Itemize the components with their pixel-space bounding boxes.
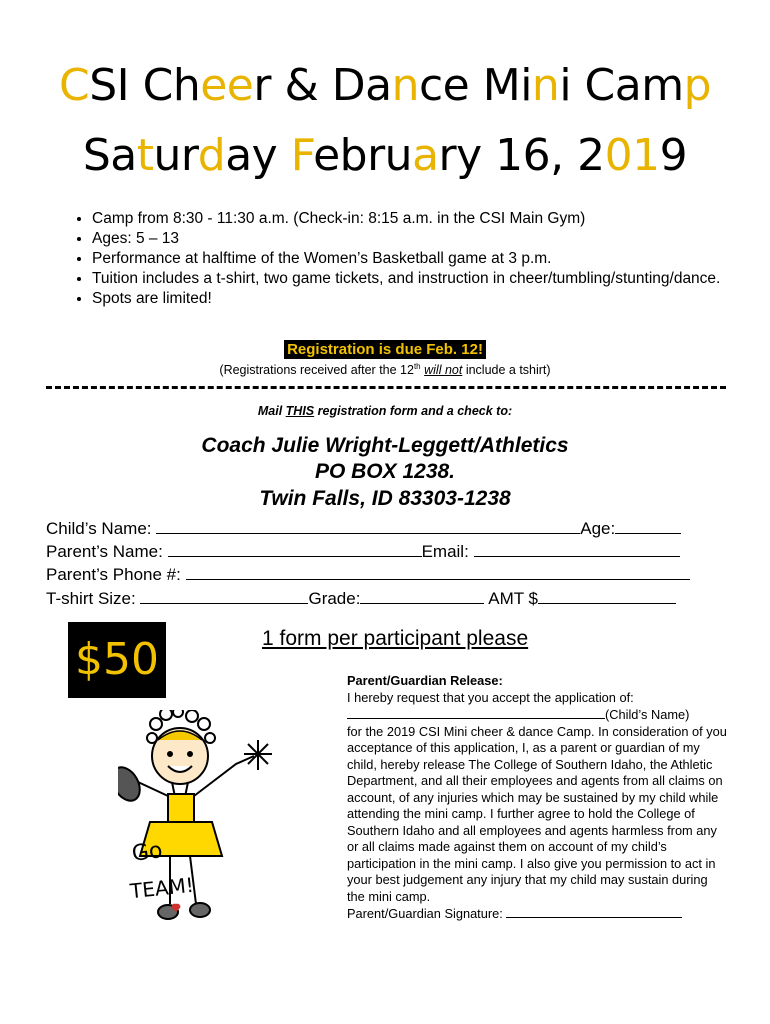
child-name-row [46,516,681,540]
one-form-note: 1 form per participant please [262,627,529,650]
price-badge: $50 [68,622,166,698]
release-section [347,673,727,923]
bullet-performance: • Performance at halftime of the Women’s Basketball game at 3 p.m. [92,249,732,269]
parent-name-label: Parent’s Name: [46,542,168,561]
t1-segment: ee [200,60,254,111]
mail-prefix: Mail [257,404,286,418]
signature-label: Parent/Guardian Signature: [347,906,507,921]
grade-label: Grade: [308,589,361,608]
registration-note [0,362,770,377]
address-line-2: PO BOX 1238. [314,460,456,483]
t2-segment: Sa [82,130,137,181]
t1-segment: n [391,60,419,111]
age-field[interactable] [615,516,681,534]
parent-phone-row [46,562,690,586]
cut-line-divider [46,386,726,392]
info-bullet-list [68,209,732,309]
team-text: TEAM! [128,872,195,904]
t2-segment: 01 [604,130,660,181]
grade-field[interactable] [360,586,484,604]
release-body: for the 2019 CSI Mini cheer & dance Camp. In consideration of you acceptance of this application, I, as a parent or guardian of my child, hereby release The College of Southern Idaho, the Athletic Department, and all their employees and agents from all claims on account, of any injuries which may be sustained by my child while attending the mini camp. I further agree to hold the College of Southern Idaho and all employees and agents harmless from any or all claims made against them on account of my child’s participation in the mini camp. I also give you permission to act in your best judgement any injury that my child may sustain during the mini camp. [347,723,727,904]
parent-phone-field[interactable] [186,562,690,580]
tshirt-size-label: T-shirt Size: [46,589,141,608]
mail-instruction [0,404,770,418]
t2-segment: a [412,130,439,181]
t2-segment: t [136,130,154,181]
t1-segment: n [531,60,560,111]
parent-name-row [46,539,680,563]
release-child-name-field[interactable] [347,706,605,719]
bullet-ages: • Ages: 5 – 13 [92,229,732,249]
amt-label: AMT $ [484,589,538,608]
mail-suffix: registration form and a check to: [314,404,513,418]
t2-segment: ebru [313,130,413,181]
t1-segment: C [58,60,90,111]
registration-note-a: (Registrations received after the 12 [219,363,414,378]
title-line-1 [0,58,770,114]
address-line-3: Twin Falls, ID 83303-1238 [259,487,511,510]
registration-due-text: Registration is due Feb. 12! [284,340,486,359]
t2-segment: ay [225,130,291,181]
go-text: Go [130,837,165,868]
t1-segment: ce Mi [418,60,532,111]
t2-segment: d [197,130,226,181]
child-name-field[interactable] [156,516,580,534]
tshirt-size-field[interactable] [140,586,308,604]
bullet-camp-time: • Camp from 8:30 - 11:30 a.m. (Check-in: 8:15 a.m. in the CSI Main Gym) [92,209,732,229]
bullet-tuition: • Tuition includes a t-shirt, two game tickets, and instruction in cheer/tumbling/stunting/dance. [92,269,732,289]
title-line-2 [0,128,770,184]
tshirt-row [46,586,676,610]
child-name-label: Child’s Name: [46,519,157,538]
t1-segment: i Cam [559,60,684,111]
signature-field[interactable] [506,905,682,918]
mail-emphasis: THIS [285,404,315,418]
parent-phone-label: Parent’s Phone #: [46,565,186,584]
amt-field[interactable] [538,586,676,604]
release-heading: Parent/Guardian Release: [347,673,503,688]
t1-segment: p [683,60,712,111]
email-label: Email: [421,542,474,561]
email-field[interactable] [474,539,680,557]
registration-note-emphasis: will not [424,363,463,378]
t2-segment: 9 [659,130,688,181]
parent-name-field[interactable] [168,539,422,557]
t2-segment: F [290,130,314,181]
t2-segment: ur [153,130,198,181]
registration-note-c: include a tshirt) [465,363,551,378]
release-child-name-label: (Child’s Name) [605,707,690,722]
release-intro: I hereby request that you accept the application of: [347,689,634,705]
bullet-spots: • Spots are limited! [92,289,732,309]
age-label: Age: [580,519,616,538]
address-line-1: Coach Julie Wright-Leggett/Athletics [201,434,569,457]
registration-due-banner [0,341,770,359]
t2-segment: ry 16, 2 [438,130,605,181]
t1-segment: SI Ch [89,60,201,111]
registration-note-sup: th [413,362,421,371]
t1-segment: r & Da [253,60,392,111]
